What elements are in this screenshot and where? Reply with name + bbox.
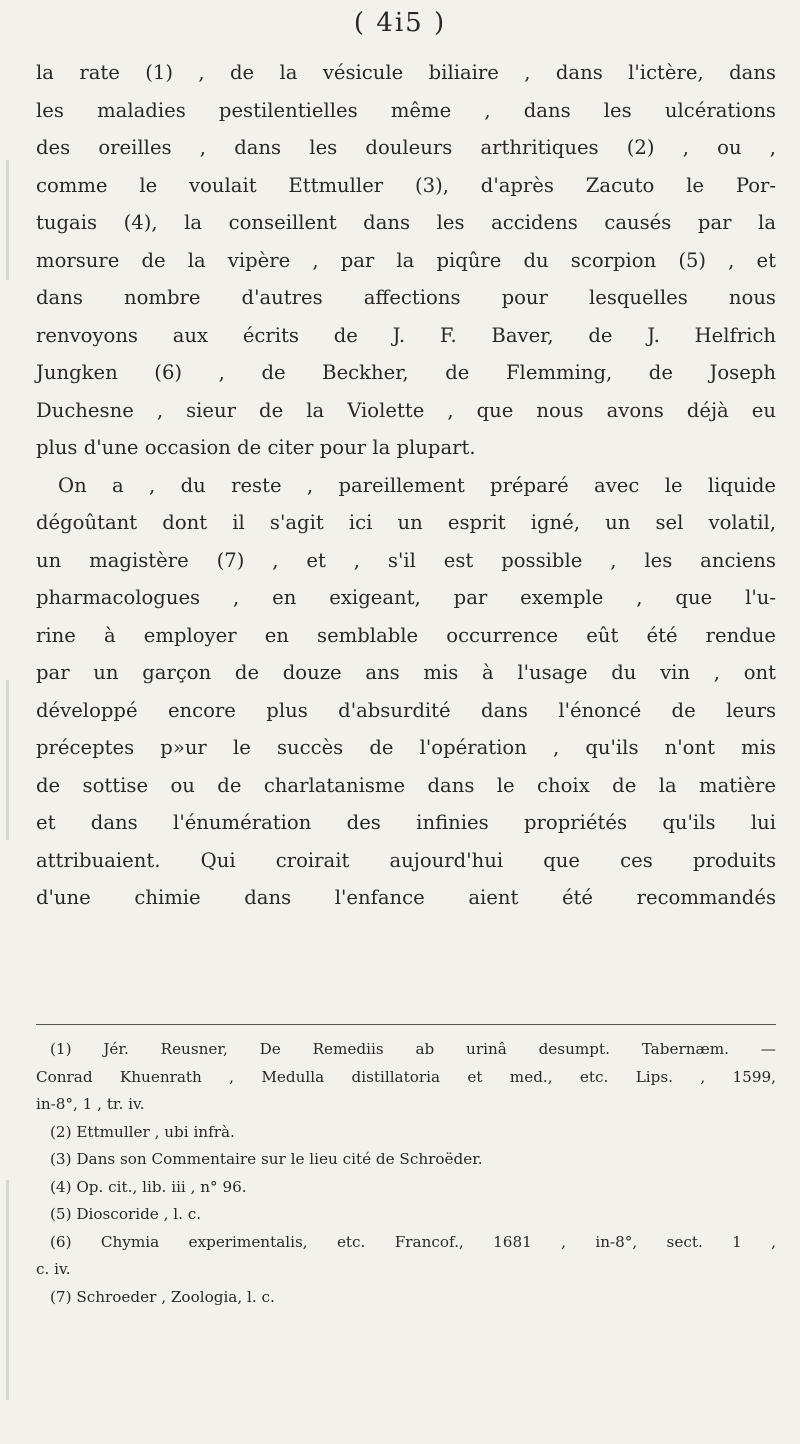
body-line: Duchesne , sieur de la Violette , que nous avons déjà eu — [36, 398, 776, 422]
footnote-line: Conrad Khuenrath , Medulla distillatoria et med., etc. Lips. , 1599, — [36, 1067, 776, 1086]
footnote-divider — [36, 1024, 776, 1025]
body-line: préceptes p»ur le succès de l'opération , qu'ils n'ont mis — [36, 736, 776, 759]
footnote-line: (1) Jér. Reusner, De Remediis ab urinâ desumpt. Tabernæm. — — [50, 1040, 776, 1058]
body-line: plus d'une occasion de citer pour la plupart. — [36, 436, 476, 459]
footnote-line: (7) Schroeder , Zoologia, l. c. — [50, 1287, 275, 1306]
body-line: par un garçon de douze ans mis à l'usage du vin , ont — [36, 661, 776, 684]
footnotes — [36, 1036, 776, 1311]
footnote-line: in-8°, 1 , tr. iv. — [36, 1095, 145, 1113]
footnote-line: c. iv. — [36, 1260, 71, 1278]
footnote-line: (6) Chymia experimentalis, etc. Francof., 1681 , in-8°, sect. 1 , — [50, 1232, 776, 1251]
body-line: de sottise ou de charlatanisme dans le choix de la matière — [36, 773, 776, 797]
body-line: dans nombre d'autres affections pour lesquelles nous — [36, 286, 776, 309]
body-line: On a , du reste , pareillement préparé avec le liquide — [58, 473, 776, 497]
page-edge-shadow — [6, 160, 9, 280]
body-line: comme le voulait Ettmuller (3), d'après Zacuto le Por- — [36, 173, 776, 197]
body-line: attribuaient. Qui croirait aujourd'hui que ces produits — [36, 848, 776, 872]
page-edge-shadow — [6, 680, 9, 840]
body-line: Jungken (6) , de Beckher, de Flemming, de Joseph — [36, 361, 776, 384]
body-line: tugais (4), la conseillent dans les accidens causés par la — [36, 211, 776, 234]
body-line: pharmacologues , en exigeant, par exemple , que l'u- — [36, 586, 776, 609]
body-line: un magistère (7) , et , s'il est possible , les anciens — [36, 548, 776, 572]
footnote-line: (4) Op. cit., lib. iii , n° 96. — [50, 1177, 247, 1196]
body-line: la rate (1) , de la vésicule biliaire , dans l'ictère, dans — [36, 61, 776, 84]
body-line: renvoyons aux écrits de J. F. Baver, de J. Helfrich — [36, 323, 776, 347]
body-line: morsure de la vipère , par la piqûre du scorpion (5) , et — [36, 248, 776, 272]
footnote-line: (3) Dans son Commentaire sur le lieu cité de Schroëder. — [50, 1150, 483, 1168]
footnote-line: (2) Ettmuller , ubi infrà. — [50, 1122, 235, 1141]
page-number: ( 4i5 ) — [353, 8, 447, 38]
footnote-line: (5) Dioscoride , l. c. — [50, 1205, 202, 1223]
body-line: dégoûtant dont il s'agit ici un esprit igné, un sel volatil, — [36, 511, 776, 534]
page-edge-shadow — [6, 1180, 9, 1400]
body-line: développé encore plus d'absurdité dans l'énoncé de leurs — [36, 698, 776, 722]
body-line: d'une chimie dans l'enfance aient été recommandés — [36, 886, 776, 909]
body-line: des oreilles , dans les douleurs arthritiques (2) , ou , — [36, 136, 776, 159]
body-text — [36, 54, 776, 917]
body-line: et dans l'énumération des infinies propriétés qu'ils lui — [36, 811, 776, 834]
body-line: rine à employer en semblable occurrence eût été rendue — [36, 623, 776, 647]
body-line: les maladies pestilentielles même , dans les ulcérations — [36, 98, 776, 122]
